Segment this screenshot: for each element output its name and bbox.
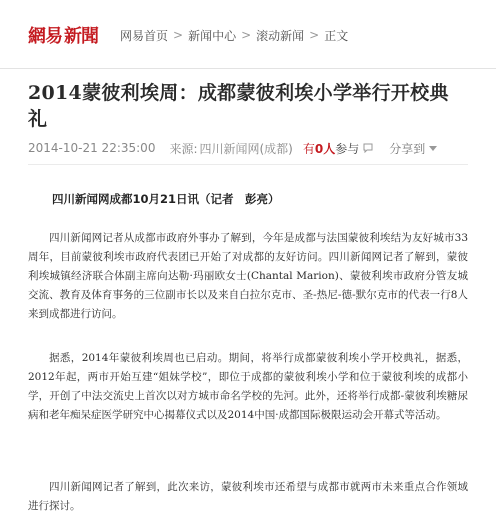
publish-datetime: 2014-10-21 22:35:00	[28, 141, 156, 155]
article-lead: 四川新闻网成都10月21日讯（记者 彭亮）	[52, 192, 280, 206]
breadcrumb-rolling-news-link[interactable]: 滚动新闻	[256, 28, 305, 43]
breadcrumb-news-center-link[interactable]: 新闻中心	[188, 28, 237, 43]
logo-news-text: 新聞	[64, 26, 98, 47]
dropdown-caret-icon[interactable]	[429, 146, 437, 151]
breadcrumb-home-link[interactable]: 网易首页	[120, 28, 169, 43]
breadcrumb-separator-icon: >	[309, 28, 320, 42]
article-meta	[28, 140, 468, 156]
divider	[28, 164, 468, 165]
breadcrumb-separator-icon: >	[173, 28, 184, 42]
share-button[interactable]: 分享到	[389, 141, 426, 156]
article-paragraph: 据悉，2014年蒙彼利埃周也已启动。期间，将举行成都蒙彼利埃小学开校典礼，据悉，2012年起，两市开始互建“姐妹学校”，即位于成都的蒙彼利埃小学和位于蒙彼利埃的成都小学，开创了中法交流史上首次以对方城市命名学校的先河。此外，还将举行成都-蒙彼利埃糖尿病和老年痴呆症医学研究中心揭幕仪式以及2014中国·成都国际极限运动会开幕式等活动。	[28, 352, 468, 421]
participants-prefix: 有	[302, 141, 315, 156]
breadcrumb-current: 正文	[324, 28, 349, 43]
source-link[interactable]: 四川新闻网(成都)	[199, 141, 293, 156]
article-paragraph: 四川新闻网记者从成都市政府外事办了解到，今年是成都与法国蒙彼利埃结为友好城市33周年，目前蒙彼利埃市政府代表团已开始了对成都的友好访问。四川新闻网记者了解到，蒙彼利埃城镇经济联合体副主席向达勒·玛丽欧女士(Chantal Marion)、蒙彼利埃市政府分管友城交流、教育及体育事务的三位副市长以及来自白拉尔克市、圣-热尼-德-默尔克市的代表一行8人来到成都进行访问。	[28, 232, 468, 320]
site-header	[0, 0, 496, 69]
article-title: 2014蒙彼利埃周：成都蒙彼利埃小学举行开校典礼	[28, 82, 449, 130]
article-paragraph: 四川新闻网记者了解到，此次来访，蒙彼利埃市还希望与成都市就两市未来重点合作领域进行探讨。	[28, 481, 468, 512]
participants-suffix: 参与	[335, 141, 360, 156]
breadcrumb	[120, 26, 348, 44]
comment-icon[interactable]	[363, 143, 373, 153]
netease-news-logo[interactable]	[28, 22, 98, 48]
logo-brand-text: 網易	[28, 26, 62, 47]
breadcrumb-separator-icon: >	[241, 28, 252, 42]
source-label: 来源:	[169, 141, 198, 156]
participants-count: 0人	[314, 141, 336, 156]
participants-link[interactable]	[303, 140, 359, 157]
